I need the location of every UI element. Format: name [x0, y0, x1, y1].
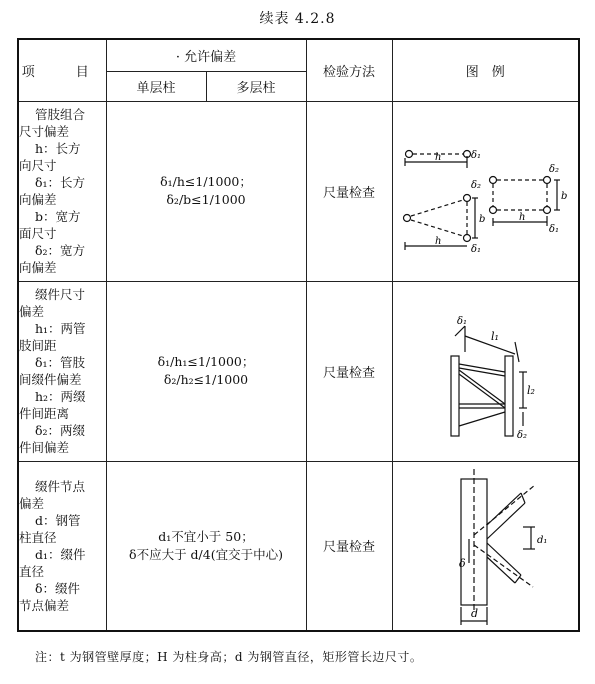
item-line: b：宽方 [35, 209, 81, 224]
label-d1: d₁ [537, 535, 548, 547]
label-delta1: δ₁ [457, 316, 468, 327]
item-cell [18, 101, 106, 281]
header-tolerance: · 允许偏差 [106, 39, 306, 71]
tolerance-table [17, 38, 580, 632]
tolerance-cell [106, 101, 306, 281]
label-delta2: δ₂ [471, 180, 482, 191]
label-delta1: δ₁ [549, 224, 560, 235]
item-cell [18, 281, 106, 461]
item-line: 尺寸偏差 [19, 124, 70, 139]
item-line: 管肢组合 [35, 107, 86, 122]
header-multi: 多层柱 [206, 71, 306, 101]
item-line: δ₂：宽方 [35, 243, 86, 258]
lacing-diagram [395, 296, 575, 446]
item-line: 缀件尺寸 [35, 287, 86, 302]
item-line: 件间偏差 [19, 440, 70, 455]
item-line: δ₂：两缀 [35, 423, 86, 438]
table-row [18, 101, 579, 281]
item-line: 向偏差 [19, 260, 57, 275]
label-delta2: δ₂ [517, 430, 528, 441]
item-line: 向偏差 [19, 192, 57, 207]
label-delta: δ [459, 557, 466, 571]
tolerance-line: δ₂/h₂≤1/1000 [163, 372, 249, 387]
tolerance-cell [106, 461, 306, 631]
header-figure: 图 例 [392, 39, 579, 101]
item-cell [18, 461, 106, 631]
method-cell: 尺量检查 [306, 461, 392, 631]
method-cell: 尺量检查 [306, 101, 392, 281]
item-line: 柱直径 [19, 529, 57, 545]
item-line: 节点偏差 [19, 597, 70, 613]
label-delta1: δ₁ [471, 244, 482, 255]
header-method: 检验方法 [306, 39, 392, 101]
label-b: b [561, 191, 568, 202]
label-h: h [435, 236, 442, 247]
label-delta1: δ₁ [471, 150, 482, 161]
item-line: 件间距离 [19, 406, 70, 421]
tolerance-cell [106, 281, 306, 461]
item-line: d：钢管 [35, 512, 81, 528]
table-title: 续表 4.2.8 [259, 11, 336, 27]
item-line: 面尺寸 [19, 226, 57, 241]
label-h: h [519, 212, 526, 223]
item-line: d₁：缀件 [35, 546, 86, 562]
item-line: 向尺寸 [19, 158, 57, 173]
figure-cell [392, 281, 579, 461]
tolerance-line: δ₁/h≤1/1000； [160, 174, 252, 189]
item-line: δ₁：管肢 [35, 355, 86, 370]
tolerance-line: δ不应大于 d/4(宜交于中心) [129, 546, 283, 562]
header-item: 项 目 [18, 39, 106, 101]
item-line: 偏差 [19, 304, 45, 319]
item-line: h：长方 [35, 141, 81, 156]
table-row [18, 281, 579, 461]
label-l2: l₂ [527, 384, 536, 397]
header-single: 单层柱 [106, 71, 206, 101]
table-note: 注：t 为钢管壁厚度；H 为柱身高；d 为钢管直径，矩形管长边尺寸。 [35, 650, 423, 664]
method-cell: 尺量检查 [306, 281, 392, 461]
label-d: d [471, 607, 479, 621]
figure-cell [392, 101, 579, 281]
tolerance-line: δ₂/b≤1/1000 [166, 192, 246, 207]
item-line: δ：缀件 [35, 580, 81, 596]
item-line: 间缀件偏差 [19, 372, 82, 387]
tolerance-line: d₁不宜小于 50； [158, 528, 254, 544]
label-h: h [435, 152, 442, 163]
table-row [18, 461, 579, 631]
item-line: 直径 [19, 563, 45, 579]
label-delta2: δ₂ [549, 164, 560, 175]
joint-node-diagram [395, 463, 575, 628]
item-line: h₁：两管 [35, 321, 86, 336]
item-line: 缀件节点 [35, 478, 86, 494]
item-line: δ₁：长方 [35, 175, 86, 190]
tolerance-line: δ₁/h₁≤1/1000； [157, 354, 255, 369]
label-l1: l₁ [491, 330, 500, 343]
item-line: 肢间距 [19, 338, 57, 353]
label-b: b [479, 214, 486, 225]
item-line: h₂：两缀 [35, 389, 86, 404]
figure-cell [392, 461, 579, 631]
column-assembly-diagram [395, 126, 575, 256]
item-line: 偏差 [19, 495, 45, 511]
